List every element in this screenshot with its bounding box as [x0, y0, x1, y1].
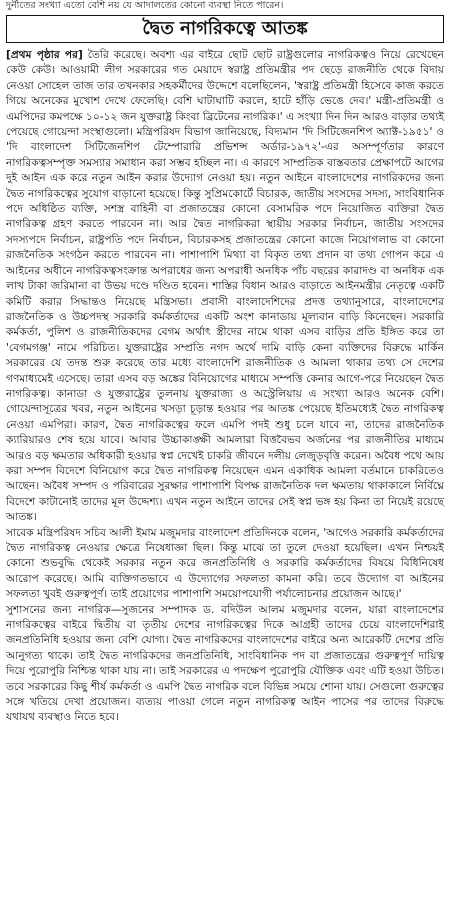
- paragraph-text: তৈরি করেছে। অবশ্য এর বাইরে ছোট ছোট রাষ্ট্রগুলোর নাগরিকত্বও নিয়ে রেখেছেন কেউ কেউ। আওয়ামী লীগ সরকারের গত মেয়াদে স্বরাষ্ট্র প্রতিমন্ত্রীর পদ ছেড়ে রাজনীতি থেকে বিদায় নেওয়া সোহেল তাজ তার তখনকার সহকর্মীদের উদ্দেশে বলেছিলেন, 'স্বরাষ্ট্র প্রতিমন্ত্রী হিসেবে কাজ করতে গিয়ে অনেকের মুখোশ দেখে ফেলেছি। বেশি ঘাটাঘাটি করলে, হাটে হাঁড়ি ভেঙে দেব।' মন্ত্রী-প্রতিমন্ত্রী ও এমপিদের কমপক্ষে ১০-১২ জন যুক্তরাষ্ট্র কিংবা ব্রিটেনের নাগরিক।' এ সংখ্যা দিন দিন আরও বাড়ার তথ্যই পেয়েছে গোয়েন্দা সংস্থাগুলো। মন্ত্রিপরিষদ বিভাগ জানিয়েছে, বিদ্যমান 'দি সিটিজেনশিপ অ্যাক্ট-১৯৫১' ও 'দি বাংলাদেশ সিটিজেনশিপ টেম্পোরারি প্রভিশন্স অর্ডার-১৯৭২'-এর অসম্পূর্ণতার কারণে নাগরিকত্বসম্পৃক্ত সমস্যার সমাধান করা সম্ভব হচ্ছিল না। এ কারণে সাম্প্রতিক বাস্তবতার প্রেক্ষাপটে আগের দুই আইন এক করে নতুন আইন করার উদ্যোগ নেওয়া হয়। নতুন আইনে বাংলাদেশের নাগরিকদের জন্য দ্বৈত নাগরিকত্বের সুযোগ বাড়ানো হয়েছে। কিন্তু সুপ্রিমকোর্টে বিচারক, জাতীয় সংসদের সদস্য, সাংবিধানিক পদে অধিষ্ঠিত ব্যক্তি, সশস্ত্র বাহিনী বা প্রজাতন্ত্রের কোনো বেসামরিক পদে নিয়োজিত ব্যক্তিরা দ্বৈত নাগরিকত্ব গ্রহণ করতে পারবেন না। আর দ্বৈত নাগরিকরা স্থায়ীয় সরকার নির্বাচন, জাতীয় সংসদের সদস্যপদে নির্বাচন, রাষ্ট্রপতি পদে নির্বাচন, বিচারকসহ প্রজাতন্ত্রের কোনো কাজে নিয়োগলাভ বা কোনো রাজনৈতিক সংগঠন করতে পারবেন না। পাশাপাশি মিথ্যা বা বিকৃত তথ্য প্রদান বা তথ্য গোপন করে এ আইনের অধীনে নাগরিকত্বসংক্রান্ত অপরাধের জন্য অপরাধী অনধিক পাঁচ বছরের কারাদণ্ড বা অনধিক এক লাখ টাকা জরিমানা বা উভয় দণ্ডে দণ্ডিত হবেন। শাস্তির বিধান আরও বাড়াতে আইনমন্ত্রীর নেতৃত্বে একটি কমিটি করার সিদ্ধান্তও নিয়েছে মন্ত্রিসভা। প্রবাসী বাংলাদেশিদের প্রদত্ত তথ্যানুসারে, বাংলাদেশের রাজনৈতিক ও উচ্চপদস্থ সরকারি কর্মকর্তাদের একটি অংশ কানাডায় মূল্যবান বাড়ি কিনেছেন। সরকারি কর্মকর্তা, পুলিশ ও রাজনীতিকদের বেগম অর্থাৎ স্ত্রীদের নামে থাকা এসব বাড়ির প্রতি ইঙ্গিত করে তা 'বেগমগঞ্জ' নামে পরিচিত। যুক্তরাষ্ট্রের সম্প্রতি নগদ অর্থে দামি বাড়ি কেনা ব্যক্তিদের বিরুদ্ধে মার্কিন সরকারের যে তদন্ত শুরু করেছে তার মধ্যে বাংলাদেশি রাজনীতিক ও আমলা থাকার তথ্য সে দেশের গণমাধ্যমেই এসেছে। তারা এসব বড় অঙ্কের বিনিয়োগের মাধ্যমে সম্পত্তি কেনার আগে-পরে নিয়েছেন দ্বৈত নাগরিকত্ব। কানাডা ও যুক্তরাষ্ট্রের তুলনায় যুক্তরাজ্য ও অস্ট্রেলিয়ায় এ সংখ্যা আরও অনেক বেশি। গোয়েন্দাসূত্রের খবর, নতুন আইনের খসড়া চূড়ান্ত হওয়ার পর আতঙ্ক পেয়েছে ইতিমধ্যেই দ্বৈত নাগরিকত্ব নেওয়া এমপিরা। কারণ, দ্বৈত নাগরিকত্বের ফলে এমপি পদই শুধু চলে যাবে না, তাদের রাজনৈতিক ক্যারিয়ারও শেষ হয়ে যাবে। আবার উচ্চাকাঙ্ক্ষী আমলারা বিত্তবৈভব অর্জনের পর রাজনীতির মাধ্যমে আরও বড় ক্ষমতার অধিকারী হওয়ার স্বপ্ন দেখেই চাকরি জীবনে দলীয় লেজুড়বৃত্তি করেন। অবৈধ পথে আয় করা সম্পদ বিদেশে বিনিয়োগ করে দ্বৈত নাগরিকত্ব নিয়েছেন এমন একাধিক আমলা বর্তমানে চাকরিতেও আছেন। অবৈধ সম্পদ ও পরিবারের সুরক্ষার পাশাপাশি বিপক্ষ রাজনৈতিক দল ক্ষমতায় থাকাকালে নির্বিঘ্নে বিদেশে কাটানোই তাদের মূল উদ্দেশ্য। এখন নতুন আইনে তাদের সেই স্বপ্ন ভঙ্গ হয় কিনা তা নিয়েই রয়েছে আতঙ্ক।: [6, 49, 444, 524]
- article-body: [6, 48, 444, 726]
- article-paragraph-1: [6, 48, 444, 526]
- article-paragraph-2: সাবেক মন্ত্রিপরিষদ সচিব আলী ইমাম মজুমদার বাংলাদেশ প্রতিদিনকে বলেন, 'আগেও সরকারি কর্মকর্তাদের দ্বৈত নাগরিকত্ব নেওয়ার ক্ষেত্রে নিষেধাজ্ঞা ছিল। কিন্তু মাঝে তা তুলে দেওয়া হয়েছিল। এখন নিশ্চয়ই কোনো শুভবুদ্ধি থেকেই সরকার নতুন করে জনপ্রতিনিধি ও সরকারি কর্মকর্তাদের বিষয়ে বিধিনিষেধ আরোপ করেছে। আমি ব্যক্তিগতভাবে এ উদ্যোগের সফলতা কামনা করি। তবে উদ্যোগ বা আইনের সফলতা খুবই গুরুত্বপূর্ণ। তাই প্রয়োগের পাশাপাশি সময়োপযোগী পর্যালোচনার প্রয়োজন আছে।': [6, 526, 444, 601]
- headline: দ্বৈত নাগরিকত্বে আতঙ্ক: [6, 15, 444, 43]
- previous-article-fragment: দুর্নীতের সংখ্যা এতো বেশি নয় যে আদালতের কোনো ব্যবস্থা নিতে পারেন।: [6, 0, 284, 11]
- continuation-tag: [প্রথম পৃষ্ঠার পর]: [6, 49, 83, 61]
- article-paragraph-3: সুশাসনের জন্য নাগরিক—সুজনের সম্পাদক ড. বদিউল আলম মজুমদার বলেন, যারা বাংলাদেশের নাগরিকত্বের বাইরে দ্বিতীয় বা তৃতীয় দেশের নাগরিকত্বের দিকে আগ্রহী তাদের চেয়ে বাংলাদেশিরাই জনপ্রতিনিধি হওয়ার জন্য বেশি যোগ্য। দ্বৈত নাগরিকদের বাংলাদেশের বাইরে অন্য আরেকটি দেশের প্রতি আনুগত্য থাকে। তাই দ্বৈত নাগরিকদের জনপ্রতিনিধি, সাংবিধানিক পদ বা প্রজাতন্ত্রের গুরুত্বপূর্ণ দায়িত্ব দিয়ে পুরোপুরি নিশ্চিন্ত থাকা যায় না। তাই সরকারের এ পদক্ষেপ পুরোপুরি যৌক্তিক এবং এটি হওয়া উচিত। তবে সরকারের কিছু শীর্ষ কর্মকর্তা ও এমপি দ্বৈত নাগরিক বলে বিভিন্ন সময়ে শোনা যায়। সেগুলো গুরুত্বের সঙ্গে খতিয়ে দেখা প্রয়োজন। ব্যত্যয় পাওয়া গেলে নতুন নাগরিকত্ব আইন পাসের পর তাদের বিরুদ্ধে যথাযথ ব্যবস্থাও নিতে হবে।: [6, 603, 444, 724]
